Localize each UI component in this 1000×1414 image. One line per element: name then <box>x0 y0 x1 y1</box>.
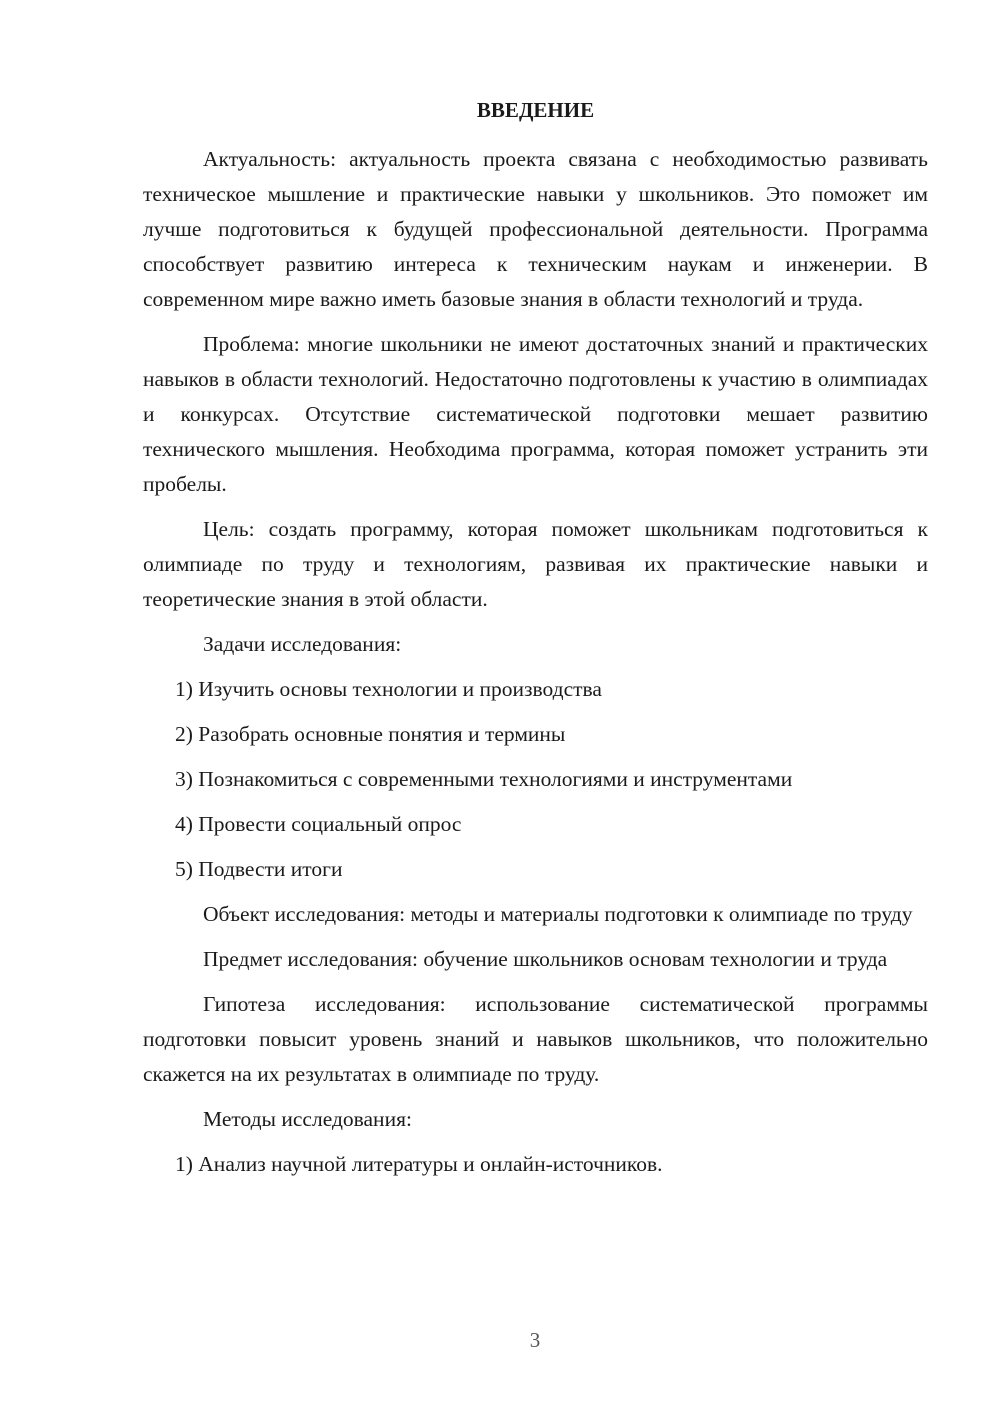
task-item-3: 3) Познакомиться с современными технологиями и инструментами <box>175 767 793 791</box>
object-paragraph: Объект исследования: методы и материалы подготовки к олимпиаде по труду <box>203 902 913 926</box>
problem-paragraph: Проблема: многие школьники не имеют достаточных знаний и практических навыков в области технологий. Недостаточно подготовлены к участию в олимпиадах и конкурсах. Отсутствие систематической подготовки мешает развитию технического мышления. Необходима программа, которая поможет устранить эти пробелы. <box>143 332 928 496</box>
hypothesis-paragraph: Гипотеза исследования: использование систематической программы подготовки повысит уровень знаний и навыков школьников, что положительно скажется на их результатах в олимпиаде по труду. <box>143 992 928 1086</box>
page-title: ВВЕДЕНИЕ <box>476 98 595 122</box>
methods-title: Методы исследования: <box>203 1107 412 1131</box>
method-item-1: 1) Анализ научной литературы и онлайн-источников. <box>175 1152 663 1176</box>
task-item-1: 1) Изучить основы технологии и производства <box>175 677 602 701</box>
page-number: 3 <box>529 1328 541 1352</box>
tasks-title: Задачи исследования: <box>203 632 402 656</box>
task-item-4: 4) Провести социальный опрос <box>175 812 462 836</box>
task-item-2: 2) Разобрать основные понятия и термины <box>175 722 566 746</box>
task-item-5: 5) Подвести итоги <box>175 857 343 881</box>
document-page <box>143 95 928 1192</box>
subject-paragraph: Предмет исследования: обучение школьников основам технологии и труда <box>203 947 888 971</box>
relevance-paragraph: Актуальность: актуальность проекта связана с необходимостью развивать техническое мышление и практические навыки у школьников. Это поможет им лучше подготовиться к будущей профессиональной деятельности. Программа способствует развитию интереса к техническим наукам и инженерии. В современном мире важно иметь базовые знания в области технологий и труда. <box>143 147 928 311</box>
goal-paragraph: Цель: создать программу, которая поможет школьникам подготовиться к олимпиаде по труду и технологиям, развивая их практические навыки и теоретические знания в этой области. <box>143 517 928 611</box>
